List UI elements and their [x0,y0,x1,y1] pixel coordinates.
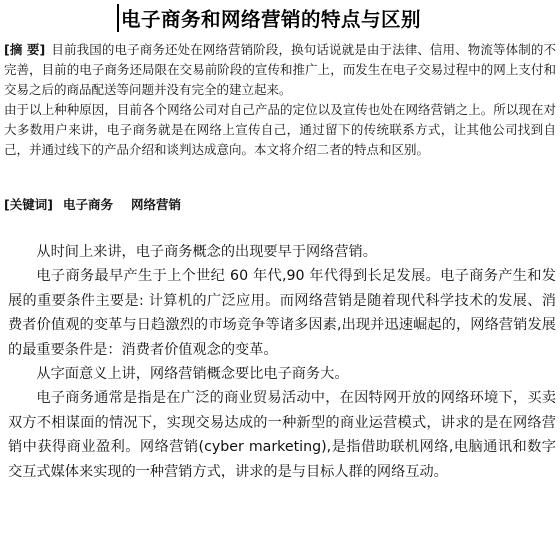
abstract-text-1: 目前我国的电子商务还处在网络营销阶段，换句话说就是由于法律、信用、物流等体制的不完善，目前的电子商务还局限在交易前阶段的宣传和推广上，而发生在电子交易过程中的网上支付和交易之后的商品配送等问题并没有完全的建立起来。 [4,42,556,97]
abstract [4,40,556,160]
body-text [8,240,556,484]
body-paragraph: 电子商务通常是指是在广泛的商业贸易活动中，在因特网开放的网络环境下，买卖双方不相谋面的情况下，实现交易达成的一种新型的商业运营模式，讲求的是在网络营销中获得商业盈利。网络营销(cyber marketing),是指借助联机网络,电脑通讯和数字交互式媒体来实现的一种营销方式，讲求的是与目标人群的网络互动。 [8,390,556,480]
body-paragraph: 从时间上来讲，电子商务概念的出现要早于网络营销。 [36,244,377,260]
body-paragraph: 从字面意义上讲，网络营销概念要比电子商务大。 [36,366,349,383]
keyword-item: 电子商务 [62,197,113,212]
keywords-tag: [关键词] [4,197,53,212]
body-paragraph: 电子商务最早产生于上个世纪 60 年代,90 年代得到长足发展。电子商务产生和发展的重要条件主要是: 计算机的广泛应用。而网络营销是随着现代科学技术的发展、消费者价值观的变革与日趋激烈的市场竞争等诸多因素,出现并迅速崛起的，网络营销发展的最重要条件是：消费者价值观念的变革。 [8,268,556,358]
abstract-text-2: 由于以上种种原因，目前各个网络公司对自己产品的定位以及宣传也处在网络营销之上。所以现在对大多数用户来讲，电子商务就是在网络上宣传自己，通过留下的传统联系方式，让其他公司找到自己，并通过线下的产品介绍和谈判达成意向。本文将介绍二者的特点和区别。 [4,102,556,157]
keyword-item: 网络营销 [130,197,181,212]
document-title: 电子商务和网络营销的特点与区别 [121,8,422,31]
abstract-tag: [摘 要] [4,42,46,57]
keywords-line [4,195,556,215]
title-area [117,3,421,33]
text-cursor [117,4,119,32]
